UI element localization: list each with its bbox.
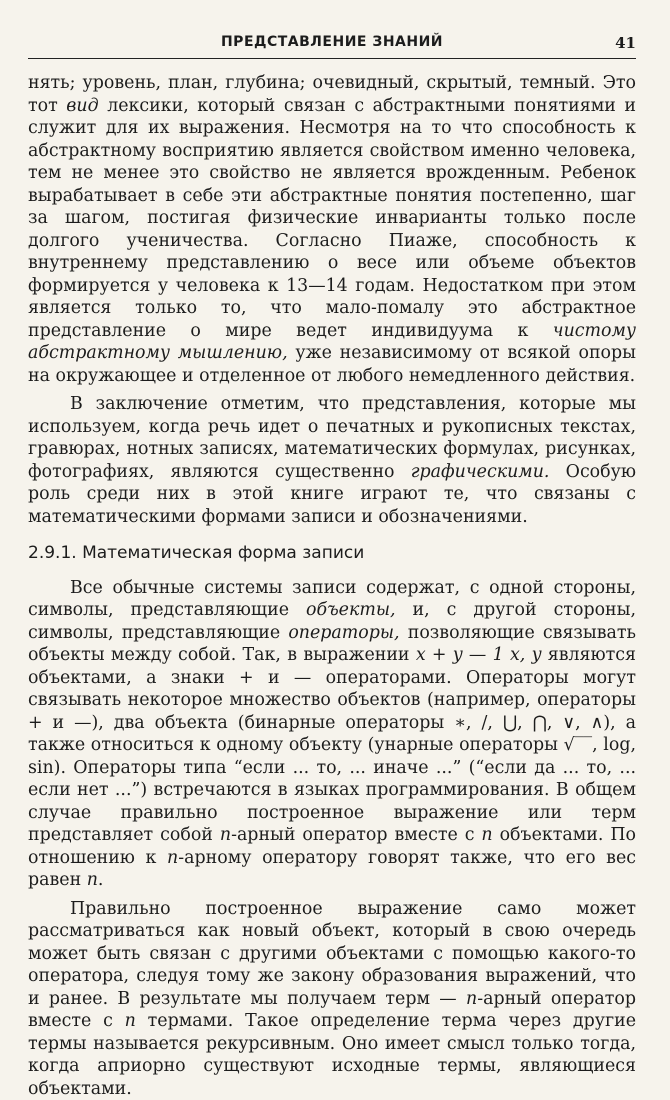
- text-run: термами. Такое определение терма через другие термы называется рекурсивным. Оно имеет смысл только тогда, когда априорно существуют исходные термы, являющиеся объектами.: [28, 1011, 636, 1099]
- math-symbol: n: [125, 1011, 136, 1031]
- text-run: -арный оператор вместе с: [231, 825, 481, 845]
- page-number: 41: [615, 34, 636, 52]
- italic-term: объекты,: [306, 600, 396, 620]
- math-expression: x + y — 1 x, y: [416, 645, 542, 665]
- italic-term: вид: [66, 96, 98, 116]
- italic-term: операторы,: [288, 623, 399, 643]
- text-run: нять; уровень, план, глубина; очевидный, скрытый, темный. Это тот: [28, 73, 636, 116]
- text-run: -арному оператору говорят также, что его вес равен: [28, 848, 636, 891]
- math-symbol: n: [466, 989, 477, 1009]
- text-run: .: [98, 870, 104, 890]
- text-run: уже независимому от всякой опоры на окружающее и отделенное от любого немедленного действия.: [28, 343, 636, 386]
- math-symbol: n: [481, 825, 492, 845]
- section-heading: 2.9.1. Математическая форма записи: [28, 542, 636, 565]
- paragraph-4: [28, 898, 636, 1100]
- text-run: Все обычные системы записи содержат, с одной стороны, символы, представляющие: [28, 578, 636, 621]
- running-header: [28, 30, 636, 59]
- text-run: и, с другой стороны, символы, представляющие: [28, 600, 636, 643]
- italic-term: графическими.: [411, 462, 550, 482]
- text-run: являются объектами, а знаки + и — операторами. Операторы могут связывать некоторое множество объектов (например, операторы + и —), два объекта (бинарные операторы ∗, /, ⋃, ⋂, ∨, ∧), а также относиться к одному объекту (унарные операторы √‾‾, log, sin). Операторы типа “если ... то, ... иначе ...” (“если да ... то, ... если нет ...”) встречаются в языках программирования. В общем случае правильно построенное выражение или терм представляет собой: [28, 645, 636, 845]
- body-text: [28, 72, 636, 1100]
- italic-term: чистому абстрактному мышлению,: [28, 321, 636, 364]
- math-symbol: n: [167, 848, 178, 868]
- text-run: Правильно построенное выражение само может рассматриваться как новый объект, который в свою очередь может быть связан с другими объектами с помощью какого-то оператора, следуя тому же закону образования выражений, что и ранее. В результате мы получаем терм —: [28, 899, 636, 1009]
- text-run: лексики, который связан с абстрактными понятиями и служит для их выражения. Несмотря на то что способность к абстрактному восприятию является свойством именно человека, тем не менее это свойство не является врожденным. Ребенок вырабатывает в себе эти абстрактные понятия постепенно, шаг за шагом, постигая физические инварианты только после долгого ученичества. Согласно Пиаже, способность к внутреннему представлению о весе или объеме объектов формируется у человека к 13—14 годам. Недостатком при этом является только то, что мало-помалу это абстрактное представление о мире ведет индивидуума к: [28, 96, 636, 341]
- text-run: объектами. По отношению к: [28, 825, 636, 868]
- text-run: позволяющие связывать объекты между собой. Так, в выражении: [28, 623, 636, 666]
- running-title: ПРЕДСТАВЛЕНИЕ ЗНАНИЙ: [28, 34, 636, 50]
- math-symbol: n: [220, 825, 231, 845]
- text-run: -арный оператор вместе с: [28, 989, 636, 1032]
- text-run: Особую роль среди них в этой книге играют те, что связаны с математическими формами записи и обозначениями.: [28, 462, 636, 527]
- paragraph-3: [28, 577, 636, 892]
- paragraph-1: [28, 72, 636, 387]
- text-run: В заключение отметим, что представления, которые мы используем, когда речь идет о печатных и рукописных текстах, гравюрах, нотных записях, математических формулах, рисунках, фотографиях, являются существенно: [28, 394, 636, 482]
- paragraph-2: [28, 393, 636, 528]
- math-symbol: n: [87, 870, 98, 890]
